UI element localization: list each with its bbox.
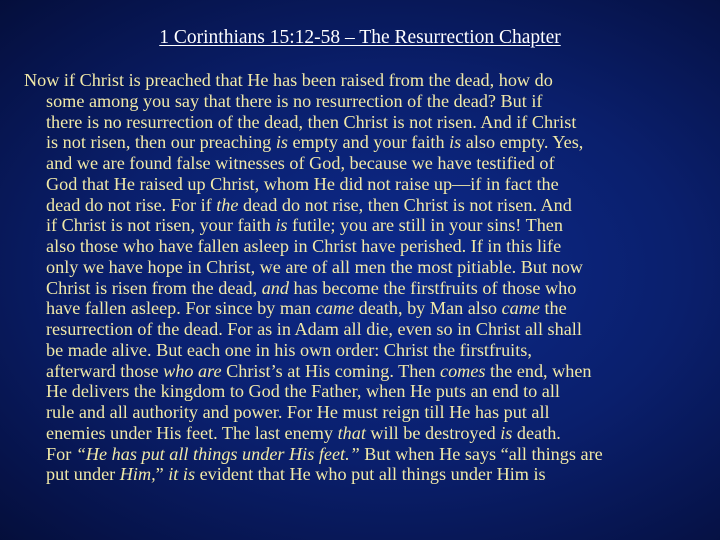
passage-text: afterward those [46, 360, 164, 381]
passage-line [24, 174, 714, 195]
passage-italic-text: is [275, 215, 288, 236]
passage-italic-text: and [261, 277, 289, 298]
passage-text: some among you say that there is no resurrection of the dead? But if [46, 90, 543, 111]
passage-line [24, 236, 714, 257]
passage-italic-text: who are [163, 360, 222, 381]
passage-text: dead do not rise, then Christ is not risen. And [238, 194, 572, 215]
passage-text: empty and your faith [287, 132, 450, 153]
passage-text: if Christ is not risen, your faith [46, 215, 276, 236]
passage-line [24, 444, 714, 465]
passage-italic-text: is [275, 132, 288, 153]
passage-line [24, 423, 714, 444]
passage-line [24, 215, 714, 236]
passage-line [24, 340, 714, 361]
passage-line [24, 153, 714, 174]
page-title: 1 Corinthians 15:12-58 – The Resurrection Chapter [159, 27, 561, 48]
passage-line [24, 361, 714, 382]
passage-text: Christ’s at His coming. Then [221, 360, 441, 381]
passage-text: death. [512, 422, 561, 443]
passage-line [24, 319, 714, 340]
passage-text: also those who have fallen asleep in Christ have perished. If in this life [46, 236, 562, 256]
passage-text: have fallen asleep. For since by man [46, 298, 316, 319]
passage-text: He delivers the kingdom to God the Father, when He puts an end to all [46, 381, 560, 402]
passage-line [24, 112, 714, 133]
passage-text: be made alive. But each one in his own order: Christ the firstfruits, [46, 339, 532, 360]
passage-line [24, 70, 714, 91]
passage-text: God that He raised up Christ, whom He did not raise up—if in fact the [46, 173, 559, 194]
passage-line [24, 381, 714, 402]
passage-text: also empty. Yes, [461, 132, 584, 153]
passage-line [24, 464, 714, 485]
passage-italic-text: came [501, 298, 540, 319]
passage-line [24, 278, 714, 299]
passage-text: For [46, 443, 76, 464]
passage-text: dead do not rise. For if [46, 194, 217, 215]
passage-text: Now if Christ is preached that He has been raised from the dead, how do [24, 70, 553, 90]
passage-italic-text: it is [168, 464, 196, 485]
passage-text: death, by Man also [354, 298, 502, 319]
passage-italic-text: came [315, 298, 355, 319]
passage-italic-text: the [216, 194, 239, 215]
passage-italic-text: that [337, 422, 366, 443]
passage-text: ” [155, 464, 169, 485]
passage-italic-text: is [449, 132, 462, 153]
passage-italic-text: comes [440, 360, 486, 381]
passage-text: evident that He who put all things under Him is [195, 464, 546, 485]
passage-line [24, 298, 714, 319]
passage-text: the end, when [485, 360, 592, 381]
passage-text: will be destroyed [365, 422, 501, 443]
passage-italic-text: Him, [119, 464, 156, 485]
passage-text: is not risen, then our preaching [46, 132, 276, 153]
passage-line [24, 132, 714, 153]
passage-text: only we have hope in Christ, we are of all men the most pitiable. But now [46, 256, 583, 277]
passage-text: there is no resurrection of the dead, then Christ is not risen. And if Christ [46, 111, 577, 132]
passage-text: put under [46, 464, 120, 485]
passage-text: But when He says “all things are [359, 443, 603, 464]
scripture-passage [24, 70, 714, 485]
passage-text: enemies under His feet. The last enemy [46, 422, 338, 443]
passage-italic-text: “He has put all things under His feet.” [75, 443, 360, 464]
passage-text: and we are found false witnesses of God, because we have testified of [46, 153, 555, 173]
passage-line [24, 257, 714, 278]
passage-italic-text: is [500, 422, 513, 443]
passage-line [24, 195, 714, 216]
passage-text: Christ is risen from the dead, [46, 277, 262, 298]
passage-text: futile; you are still in your sins! Then [287, 215, 563, 236]
passage-text: has become the firstfruits of those who [288, 277, 577, 298]
passage-line [24, 91, 714, 112]
passage-text: the [539, 298, 567, 319]
passage-text: resurrection of the dead. For as in Adam all die, even so in Christ all shall [46, 319, 582, 339]
passage-text: rule and all authority and power. For He must reign till He has put all [46, 402, 550, 422]
passage-line [24, 402, 714, 423]
